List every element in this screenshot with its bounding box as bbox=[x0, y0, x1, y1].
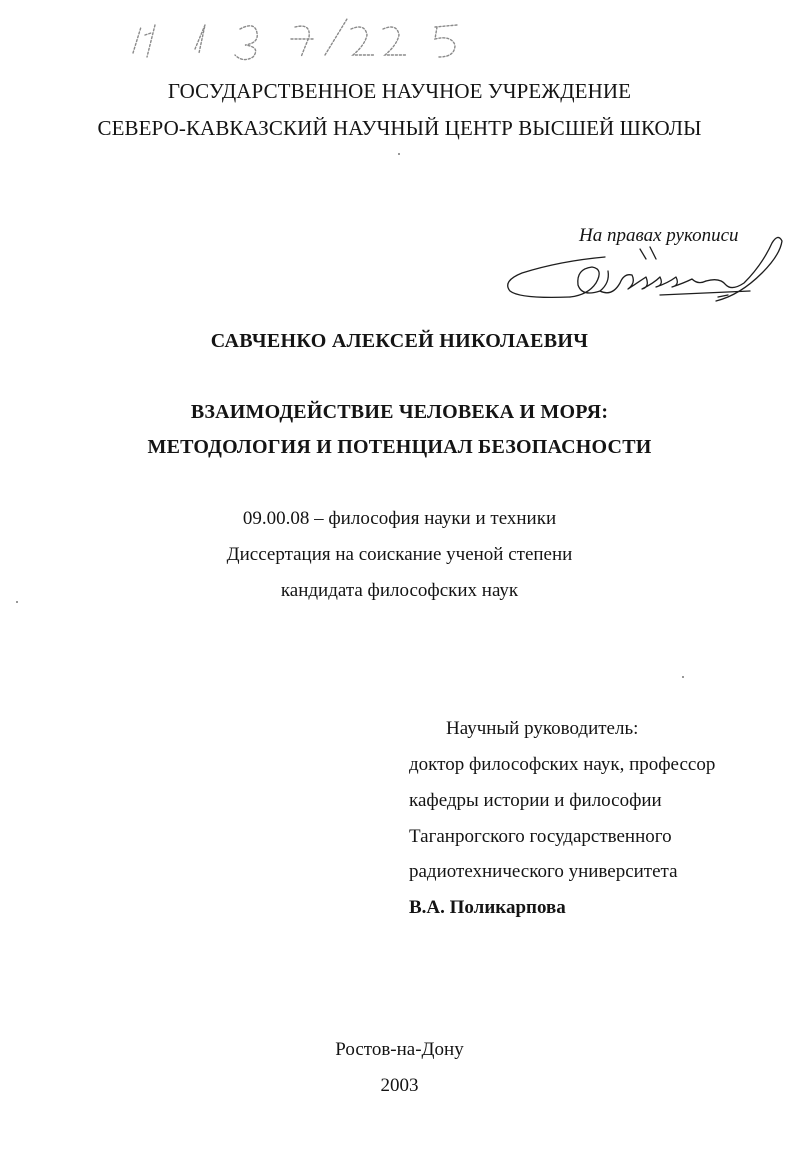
supervisor-university-2: радиотехнического университета bbox=[409, 861, 678, 882]
supervisor-degree: доктор философских наук, профессор bbox=[409, 754, 716, 775]
degree-line-2: кандидата философских наук bbox=[280, 580, 519, 601]
dissertation-title-line-2: МЕТОДОЛОГИЯ И ПОТЕНЦИАЛ БЕЗОПАСНОСТИ bbox=[147, 436, 652, 458]
manuscript-rights-note: На правах рукописи bbox=[579, 225, 739, 246]
scan-speck bbox=[398, 153, 400, 155]
year: 2003 bbox=[380, 1075, 419, 1096]
dissertation-title-line-1: ВЗАИМОДЕЙСТВИЕ ЧЕЛОВЕКА И МОРЯ: bbox=[190, 401, 609, 423]
supervisor-name: В.А. Поликарпова bbox=[409, 897, 566, 918]
city: Ростов-на-Дону bbox=[335, 1039, 464, 1060]
author-name: САВЧЕНКО АЛЕКСЕЙ НИКОЛАЕВИЧ bbox=[210, 330, 589, 352]
institution-line-1: ГОСУДАРСТВЕННОЕ НАУЧНОЕ УЧРЕЖДЕНИЕ bbox=[167, 79, 632, 103]
supervisor-label: Научный руководитель: bbox=[446, 718, 639, 739]
supervisor-university-1: Таганрогского государственного bbox=[409, 826, 672, 847]
author-signature bbox=[500, 225, 790, 315]
scan-speck bbox=[16, 601, 18, 603]
specialty-code: 09.00.08 – философия науки и техники bbox=[242, 508, 557, 529]
archive-stamp bbox=[125, 5, 485, 65]
supervisor-department: кафедры истории и философии bbox=[409, 790, 662, 811]
degree-line-1: Диссертация на соискание ученой степени bbox=[226, 544, 573, 565]
institution-line-2: СЕВЕРО-КАВКАЗСКИЙ НАУЧНЫЙ ЦЕНТР ВЫСШЕЙ ШКОЛЫ bbox=[97, 116, 702, 140]
scan-speck bbox=[682, 676, 684, 678]
